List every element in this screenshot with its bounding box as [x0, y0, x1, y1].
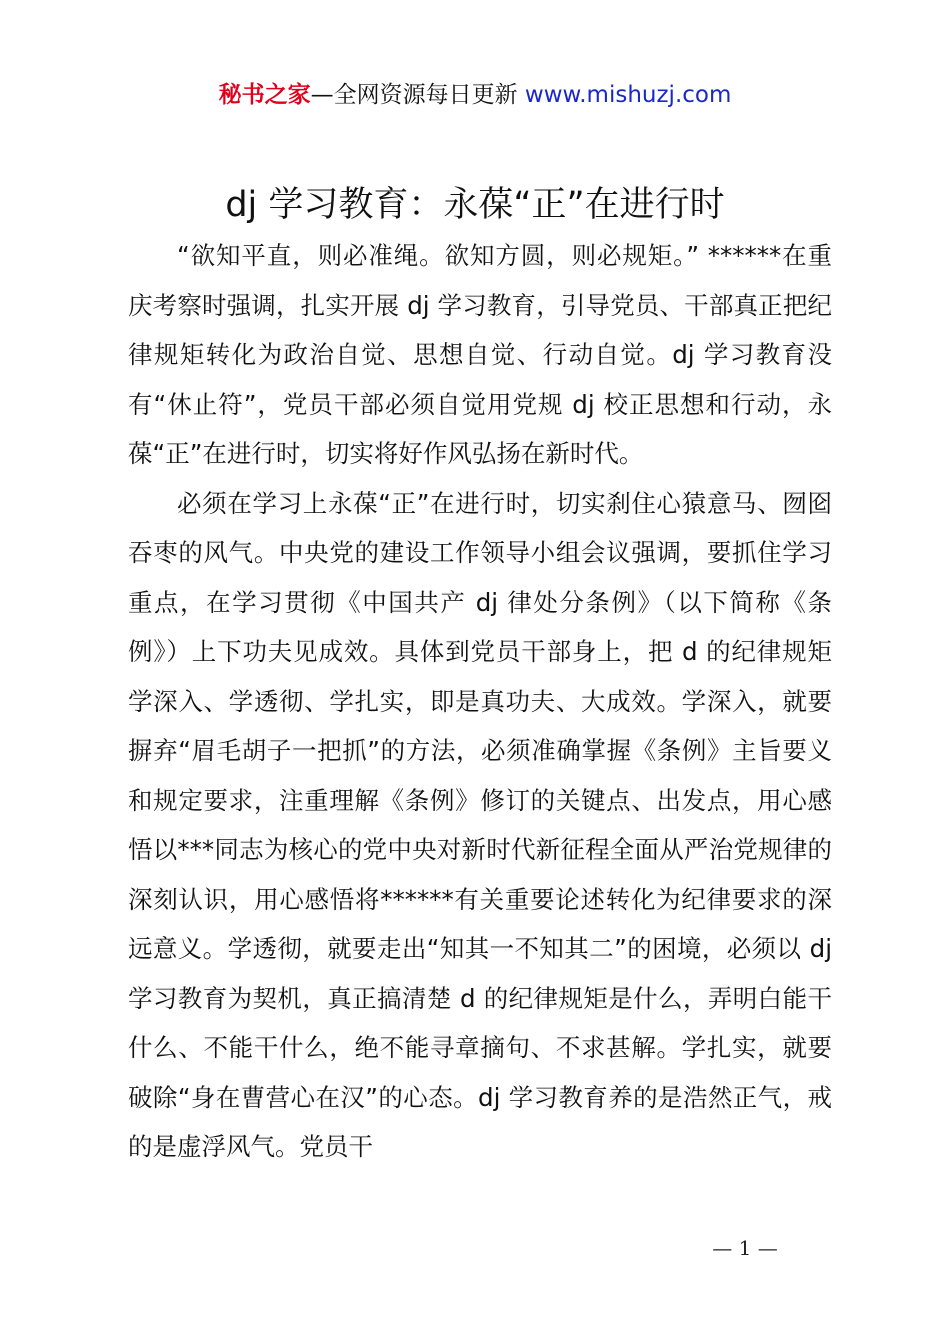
document-title: dj 学习教育：永葆“正”在进行时	[225, 185, 725, 225]
paragraph-study: 必须在学习上永葆“正”在进行时，切实刹住心猿意马、囫囵吞枣的风气。中央党的建设工作领导小组会议强调，要抓住学习重点，在学习贯彻《中国共产 dj 律处分条例》（以下简称《条例》）上下功夫见成效。具体到党员干部身上，把 d 的纪律规矩学深入、学透彻、学扎实，即是真功夫、大成效。学深入，就要摒弃“眉毛胡子一把抓”的方法，必须准确掌握《条例》主旨要义和规定要求，注重理解《条例》修订的关键点、出发点，用心感悟以***同志为核心的党中央对新时代新征程全面从严治党规律的深刻认识，用心感悟将******有关重要论述转化为纪律要求的深远意义。学透彻，就要走出“知其一不知其二”的困境，必须以 dj 学习教育为契机，真正搞清楚 d 的纪律规矩是什么，弄明白能干什么、不能干什么，绝不能寻章摘句、不求甚解。学扎实，就要破除“身在曹营心在汉”的心态。dj 学习教育养的是浩然正气，戒的是虚浮风气。党员干	[128, 488, 832, 1161]
site-tagline: —全网资源每日更新	[310, 82, 525, 108]
document-body	[128, 231, 832, 1172]
site-brand: 秘书之家	[218, 82, 311, 108]
site-header	[0, 78, 950, 112]
site-url-link[interactable]: www.mishuzj.com	[524, 82, 732, 108]
paragraph-intro: “欲知平直，则必准绳。欲知方圆，则必规矩。” ******在重庆考察时强调，扎实开展 dj 学习教育，引导党员、干部真正把纪律规矩转化为政治自觉、思想自觉、行动自觉。dj 学习教育没有“休止符”，党员干部必须自觉用党规 dj 校正思想和行动，永葆“正”在进行时，切实将好作风弘扬在新时代。	[128, 241, 832, 468]
page-number: — 1 —	[712, 1236, 778, 1260]
